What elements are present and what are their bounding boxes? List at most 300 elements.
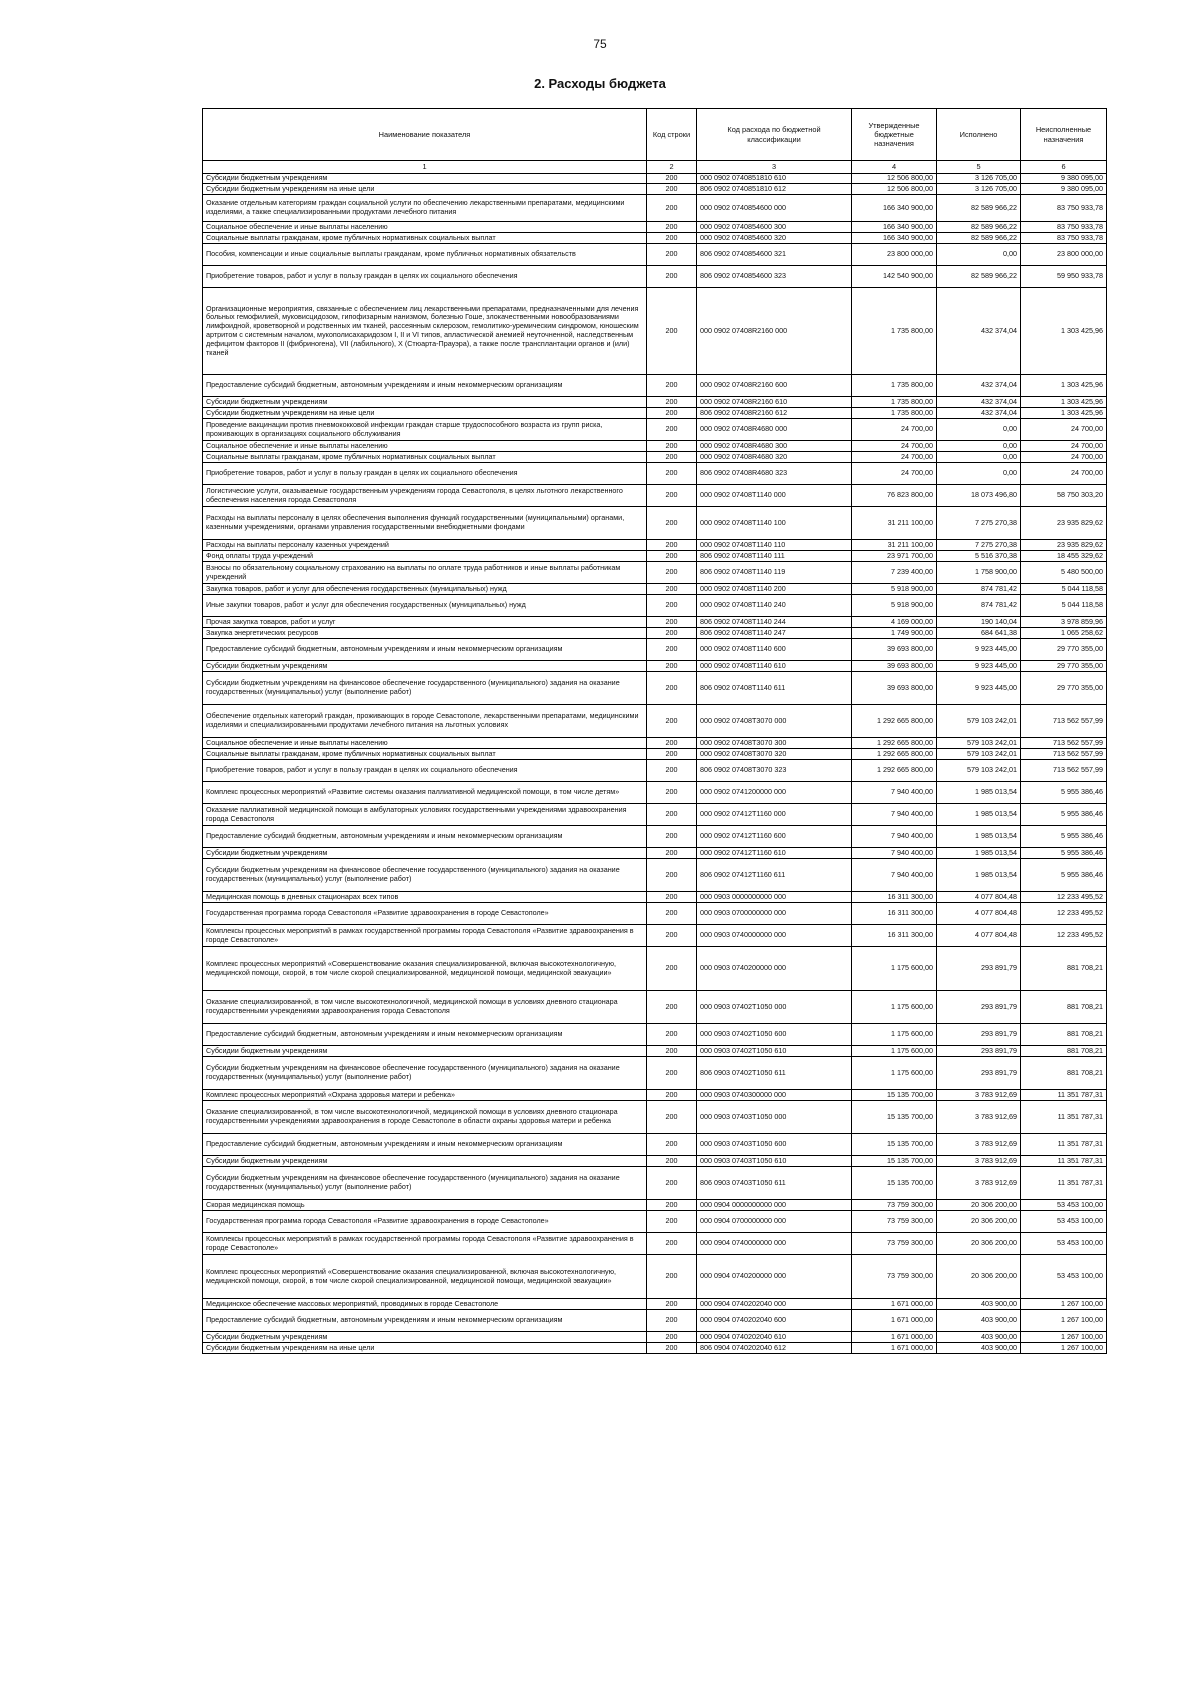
row-unexecuted-amount-cell: 58 750 303,20: [1021, 485, 1107, 507]
row-executed-amount-cell: 3 126 705,00: [937, 184, 1021, 195]
row-line-code-cell: 200: [647, 288, 697, 375]
row-unexecuted-amount-cell: 83 750 933,78: [1021, 233, 1107, 244]
row-name-cell: Предоставление субсидий бюджетным, автономным учреждениям и иным некоммерческим организациям: [203, 375, 647, 397]
row-classification-code-cell: 806 0902 0740854600 321: [697, 244, 852, 266]
row-line-code-cell: 200: [647, 749, 697, 760]
row-name-cell: Иные закупки товаров, работ и услуг для обеспечения государственных (муниципальных) нужд: [203, 595, 647, 617]
table-row: [203, 222, 1107, 233]
row-name-cell: Комплекс процессных мероприятий «Совершенствование оказания специализированной, включая высокотехнологичную, медицинской помощи, скорой, в том числе скорой специализированной, медицинской помощи, медицинской эвакуации»: [203, 1255, 647, 1299]
row-unexecuted-amount-cell: 881 708,21: [1021, 1046, 1107, 1057]
row-executed-amount-cell: 3 783 912,69: [937, 1156, 1021, 1167]
table-header-row: [203, 109, 1107, 161]
row-line-code-cell: 200: [647, 617, 697, 628]
row-name-cell: Предоставление субсидий бюджетным, автономным учреждениям и иным некоммерческим организациям: [203, 1024, 647, 1046]
row-approved-amount-cell: 166 340 900,00: [852, 195, 937, 222]
row-executed-amount-cell: 3 783 912,69: [937, 1101, 1021, 1134]
table-row: [203, 1299, 1107, 1310]
row-executed-amount-cell: 5 516 370,38: [937, 551, 1021, 562]
row-approved-amount-cell: 7 940 400,00: [852, 804, 937, 826]
row-line-code-cell: 200: [647, 584, 697, 595]
row-classification-code-cell: 000 0902 0741200000 000: [697, 782, 852, 804]
column-header-approved: Утвержденные бюджетные назначения: [852, 109, 937, 161]
row-unexecuted-amount-cell: 11 351 787,31: [1021, 1167, 1107, 1200]
row-name-cell: Фонд оплаты труда учреждений: [203, 551, 647, 562]
row-executed-amount-cell: 293 891,79: [937, 1046, 1021, 1057]
row-executed-amount-cell: 579 103 242,01: [937, 705, 1021, 738]
row-classification-code-cell: 000 0903 07403T1050 610: [697, 1156, 852, 1167]
row-unexecuted-amount-cell: 713 562 557,99: [1021, 760, 1107, 782]
table-row: [203, 551, 1107, 562]
row-unexecuted-amount-cell: 5 955 386,46: [1021, 782, 1107, 804]
column-number: 6: [1021, 161, 1107, 174]
row-name-cell: Социальные выплаты гражданам, кроме публичных нормативных социальных выплат: [203, 749, 647, 760]
row-name-cell: Комплекс процессных мероприятий «Развитие системы оказания паллиативной медицинской помощи, в том числе детям»: [203, 782, 647, 804]
row-approved-amount-cell: 4 169 000,00: [852, 617, 937, 628]
row-approved-amount-cell: 15 135 700,00: [852, 1156, 937, 1167]
table-row: [203, 1156, 1107, 1167]
row-name-cell: Социальные выплаты гражданам, кроме публичных нормативных социальных выплат: [203, 452, 647, 463]
row-name-cell: Субсидии бюджетным учреждениям на финансовое обеспечение государственного (муниципального) задания на оказание государственных (муниципальных) услуг (выполнение работ): [203, 1057, 647, 1090]
row-executed-amount-cell: 432 374,04: [937, 408, 1021, 419]
row-approved-amount-cell: 15 135 700,00: [852, 1167, 937, 1200]
table-row: [203, 540, 1107, 551]
row-name-cell: Субсидии бюджетным учреждениям на иные цели: [203, 408, 647, 419]
row-name-cell: Предоставление субсидий бюджетным, автономным учреждениям и иным некоммерческим организациям: [203, 826, 647, 848]
row-unexecuted-amount-cell: 24 700,00: [1021, 419, 1107, 441]
table-row: [203, 925, 1107, 947]
row-approved-amount-cell: 1 175 600,00: [852, 991, 937, 1024]
row-classification-code-cell: 000 0903 0740000000 000: [697, 925, 852, 947]
row-name-cell: Оказание специализированной, в том числе высокотехнологичной, медицинской помощи в условиях дневного стационара государственными учреждениями здравоохранения в городе Севастополе в области охраны здоровья матери и ребенка: [203, 1101, 647, 1134]
row-line-code-cell: 200: [647, 782, 697, 804]
column-number: 5: [937, 161, 1021, 174]
row-approved-amount-cell: 7 940 400,00: [852, 848, 937, 859]
table-row: [203, 892, 1107, 903]
row-executed-amount-cell: 579 103 242,01: [937, 738, 1021, 749]
row-name-cell: Субсидии бюджетным учреждениям: [203, 1046, 647, 1057]
row-name-cell: Приобретение товаров, работ и услуг в пользу граждан в целях их социального обеспечения: [203, 760, 647, 782]
row-executed-amount-cell: 7 275 270,38: [937, 540, 1021, 551]
row-executed-amount-cell: 4 077 804,48: [937, 925, 1021, 947]
row-approved-amount-cell: 39 693 800,00: [852, 672, 937, 705]
row-line-code-cell: 200: [647, 1299, 697, 1310]
row-unexecuted-amount-cell: 1 065 258,62: [1021, 628, 1107, 639]
row-executed-amount-cell: 293 891,79: [937, 991, 1021, 1024]
row-executed-amount-cell: 0,00: [937, 463, 1021, 485]
column-number: 3: [697, 161, 852, 174]
row-unexecuted-amount-cell: 29 770 355,00: [1021, 661, 1107, 672]
row-line-code-cell: 200: [647, 628, 697, 639]
table-row: [203, 661, 1107, 672]
row-line-code-cell: 200: [647, 195, 697, 222]
row-classification-code-cell: 000 0902 0740854600 320: [697, 233, 852, 244]
row-classification-code-cell: 000 0904 0700000000 000: [697, 1211, 852, 1233]
table-row: [203, 244, 1107, 266]
row-line-code-cell: 200: [647, 705, 697, 738]
row-classification-code-cell: 000 0902 07408T1140 200: [697, 584, 852, 595]
table-row: [203, 562, 1107, 584]
row-classification-code-cell: 806 0902 0740854600 323: [697, 266, 852, 288]
table-row: [203, 903, 1107, 925]
row-approved-amount-cell: 1 735 800,00: [852, 408, 937, 419]
row-line-code-cell: 200: [647, 266, 697, 288]
table-row: [203, 1090, 1107, 1101]
row-classification-code-cell: 806 0902 07412T1160 611: [697, 859, 852, 892]
row-unexecuted-amount-cell: 83 750 933,78: [1021, 195, 1107, 222]
row-line-code-cell: 200: [647, 925, 697, 947]
row-line-code-cell: 200: [647, 760, 697, 782]
row-line-code-cell: 200: [647, 1343, 697, 1354]
row-classification-code-cell: 000 0904 0740202040 610: [697, 1332, 852, 1343]
row-executed-amount-cell: 432 374,04: [937, 397, 1021, 408]
row-unexecuted-amount-cell: 24 700,00: [1021, 463, 1107, 485]
row-name-cell: Оказание отдельным категориям граждан социальной услуги по обеспечению лекарственными препаратами, медицинскими изделиями, а также специализированными продуктами лечебного питания: [203, 195, 647, 222]
row-name-cell: Социальное обеспечение и иные выплаты населению: [203, 738, 647, 749]
row-unexecuted-amount-cell: 83 750 933,78: [1021, 222, 1107, 233]
row-unexecuted-amount-cell: 11 351 787,31: [1021, 1134, 1107, 1156]
table-row: [203, 408, 1107, 419]
row-unexecuted-amount-cell: 53 453 100,00: [1021, 1211, 1107, 1233]
row-line-code-cell: 200: [647, 903, 697, 925]
row-unexecuted-amount-cell: 5 044 118,58: [1021, 584, 1107, 595]
row-line-code-cell: 200: [647, 441, 697, 452]
row-line-code-cell: 200: [647, 848, 697, 859]
row-approved-amount-cell: 15 135 700,00: [852, 1134, 937, 1156]
table-row: [203, 782, 1107, 804]
table-row: [203, 1046, 1107, 1057]
column-number: 2: [647, 161, 697, 174]
row-unexecuted-amount-cell: 1 303 425,96: [1021, 375, 1107, 397]
row-name-cell: Комплекс процессных мероприятий «Совершенствование оказания специализированной, включая высокотехнологичную, медицинской помощи, скорой, в том числе скорой специализированной, медицинской помощи, медицинской эвакуации»: [203, 947, 647, 991]
row-name-cell: Комплексы процессных мероприятий в рамках государственной программы города Севастополя «Развитие здравоохранения в городе Севастополе»: [203, 925, 647, 947]
row-name-cell: Пособия, компенсации и иные социальные выплаты гражданам, кроме публичных нормативных обязательств: [203, 244, 647, 266]
table-row: [203, 1134, 1107, 1156]
row-unexecuted-amount-cell: 9 380 095,00: [1021, 184, 1107, 195]
row-approved-amount-cell: 1 749 900,00: [852, 628, 937, 639]
row-name-cell: Организационные мероприятия, связанные с обеспечением лиц лекарственными препаратами, предназначенными для лечения больных гемофилией, муковисцидозом, гипофизарным нанизмом, болезнью Гоше, злокачественными новообразованиями лимфоидной, кроветворной и родственных им тканей, рассеянным склерозом, гемолитико-уремическим синдромом, юношеским артритом с системным началом, мукополисахаридозом I, II и VI типов, апластической анемией неуточненной, наследственным дефицитом факторов II (фибриногена), VII (лабильного), X (Стюарта-Прауэра), а также после трансплантации органов и (или) тканей: [203, 288, 647, 375]
row-line-code-cell: 200: [647, 408, 697, 419]
table-row: [203, 485, 1107, 507]
row-approved-amount-cell: 73 759 300,00: [852, 1200, 937, 1211]
table-row: [203, 639, 1107, 661]
row-line-code-cell: 200: [647, 947, 697, 991]
row-executed-amount-cell: 293 891,79: [937, 1024, 1021, 1046]
expenses-table: [202, 108, 1107, 1354]
row-line-code-cell: 200: [647, 463, 697, 485]
row-approved-amount-cell: 39 693 800,00: [852, 661, 937, 672]
table-row: [203, 991, 1107, 1024]
column-number: 4: [852, 161, 937, 174]
row-approved-amount-cell: 1 175 600,00: [852, 1057, 937, 1090]
row-unexecuted-amount-cell: 1 303 425,96: [1021, 408, 1107, 419]
row-line-code-cell: 200: [647, 1156, 697, 1167]
row-approved-amount-cell: 12 506 800,00: [852, 184, 937, 195]
row-unexecuted-amount-cell: 1 303 425,96: [1021, 288, 1107, 375]
row-line-code-cell: 200: [647, 174, 697, 184]
row-classification-code-cell: 000 0903 07402T1050 610: [697, 1046, 852, 1057]
row-line-code-cell: 200: [647, 551, 697, 562]
row-approved-amount-cell: 1 292 665 800,00: [852, 705, 937, 738]
row-line-code-cell: 200: [647, 826, 697, 848]
row-line-code-cell: 200: [647, 892, 697, 903]
row-classification-code-cell: 806 0902 07408T1140 244: [697, 617, 852, 628]
table-row: [203, 584, 1107, 595]
row-approved-amount-cell: 23 971 700,00: [852, 551, 937, 562]
table-row: [203, 1200, 1107, 1211]
row-classification-code-cell: 000 0904 0740202040 000: [697, 1299, 852, 1310]
row-line-code-cell: 200: [647, 1134, 697, 1156]
row-unexecuted-amount-cell: 1 267 100,00: [1021, 1310, 1107, 1332]
row-executed-amount-cell: 9 923 445,00: [937, 661, 1021, 672]
row-name-cell: Обеспечение отдельных категорий граждан, проживающих в городе Севастополе, лекарственными препаратами, медицинскими изделиями и специализированными продуктами лечебного питания на льготных условиях: [203, 705, 647, 738]
row-approved-amount-cell: 31 211 100,00: [852, 507, 937, 540]
row-line-code-cell: 200: [647, 562, 697, 584]
row-classification-code-cell: 000 0903 0740300000 000: [697, 1090, 852, 1101]
row-unexecuted-amount-cell: 5 480 500,00: [1021, 562, 1107, 584]
row-classification-code-cell: 806 0902 07408T1140 119: [697, 562, 852, 584]
table-row: [203, 749, 1107, 760]
row-executed-amount-cell: 403 900,00: [937, 1299, 1021, 1310]
row-executed-amount-cell: 874 781,42: [937, 584, 1021, 595]
column-number: 1: [203, 161, 647, 174]
row-approved-amount-cell: 24 700,00: [852, 463, 937, 485]
row-executed-amount-cell: 293 891,79: [937, 947, 1021, 991]
row-line-code-cell: 200: [647, 1024, 697, 1046]
row-unexecuted-amount-cell: 881 708,21: [1021, 991, 1107, 1024]
row-line-code-cell: 200: [647, 738, 697, 749]
row-line-code-cell: 200: [647, 1101, 697, 1134]
row-name-cell: Оказание специализированной, в том числе высокотехнологичной, медицинской помощи в условиях дневного стационара государственными учреждениями здравоохранения города Севастополя: [203, 991, 647, 1024]
row-classification-code-cell: 806 0902 07408T3070 323: [697, 760, 852, 782]
row-unexecuted-amount-cell: 29 770 355,00: [1021, 672, 1107, 705]
table-row: [203, 507, 1107, 540]
row-classification-code-cell: 806 0902 0740851810 612: [697, 184, 852, 195]
table-row: [203, 1255, 1107, 1299]
row-approved-amount-cell: 1 292 665 800,00: [852, 738, 937, 749]
row-classification-code-cell: 000 0902 07408R2160 600: [697, 375, 852, 397]
table-row: [203, 1343, 1107, 1354]
row-classification-code-cell: 806 0902 07408T1140 111: [697, 551, 852, 562]
row-classification-code-cell: 000 0902 07408R4680 300: [697, 441, 852, 452]
table-row: [203, 184, 1107, 195]
row-approved-amount-cell: 12 506 800,00: [852, 174, 937, 184]
row-classification-code-cell: 000 0904 0740200000 000: [697, 1255, 852, 1299]
row-unexecuted-amount-cell: 24 700,00: [1021, 452, 1107, 463]
page-title: 2. Расходы бюджета: [534, 76, 666, 91]
row-unexecuted-amount-cell: 23 800 000,00: [1021, 244, 1107, 266]
row-line-code-cell: 200: [647, 233, 697, 244]
row-executed-amount-cell: 403 900,00: [937, 1332, 1021, 1343]
row-unexecuted-amount-cell: 881 708,21: [1021, 947, 1107, 991]
row-name-cell: Медицинская помощь в дневных стационарах всех типов: [203, 892, 647, 903]
row-classification-code-cell: 000 0904 0740000000 000: [697, 1233, 852, 1255]
row-approved-amount-cell: 1 175 600,00: [852, 1046, 937, 1057]
row-name-cell: Закупка товаров, работ и услуг для обеспечения государственных (муниципальных) нужд: [203, 584, 647, 595]
row-approved-amount-cell: 15 135 700,00: [852, 1090, 937, 1101]
row-approved-amount-cell: 5 918 900,00: [852, 595, 937, 617]
row-executed-amount-cell: 432 374,04: [937, 288, 1021, 375]
row-approved-amount-cell: 39 693 800,00: [852, 639, 937, 661]
column-number-row: [203, 161, 1107, 174]
row-classification-code-cell: 000 0903 07402T1050 000: [697, 991, 852, 1024]
table-row: [203, 1167, 1107, 1200]
row-executed-amount-cell: 190 140,04: [937, 617, 1021, 628]
row-name-cell: Субсидии бюджетным учреждениям: [203, 661, 647, 672]
row-unexecuted-amount-cell: 881 708,21: [1021, 1024, 1107, 1046]
row-unexecuted-amount-cell: 12 233 495,52: [1021, 903, 1107, 925]
row-line-code-cell: 200: [647, 1211, 697, 1233]
row-executed-amount-cell: 9 923 445,00: [937, 672, 1021, 705]
table-row: [203, 1024, 1107, 1046]
row-classification-code-cell: 000 0902 07408T1140 240: [697, 595, 852, 617]
row-unexecuted-amount-cell: 5 955 386,46: [1021, 804, 1107, 826]
row-unexecuted-amount-cell: 1 267 100,00: [1021, 1332, 1107, 1343]
row-approved-amount-cell: 7 239 400,00: [852, 562, 937, 584]
row-classification-code-cell: 000 0903 07403T1050 000: [697, 1101, 852, 1134]
row-unexecuted-amount-cell: 11 351 787,31: [1021, 1156, 1107, 1167]
table-row: [203, 419, 1107, 441]
table-row: [203, 947, 1107, 991]
row-unexecuted-amount-cell: 11 351 787,31: [1021, 1090, 1107, 1101]
row-line-code-cell: 200: [647, 1046, 697, 1057]
row-executed-amount-cell: 293 891,79: [937, 1057, 1021, 1090]
row-classification-code-cell: 000 0902 07408T1140 600: [697, 639, 852, 661]
row-executed-amount-cell: 3 783 912,69: [937, 1167, 1021, 1200]
row-executed-amount-cell: 1 985 013,54: [937, 782, 1021, 804]
row-classification-code-cell: 000 0902 07408R4680 000: [697, 419, 852, 441]
table-row: [203, 233, 1107, 244]
row-executed-amount-cell: 0,00: [937, 419, 1021, 441]
row-classification-code-cell: 000 0902 07408R4680 320: [697, 452, 852, 463]
row-unexecuted-amount-cell: 24 700,00: [1021, 441, 1107, 452]
row-executed-amount-cell: 3 126 705,00: [937, 174, 1021, 184]
row-unexecuted-amount-cell: 9 380 095,00: [1021, 174, 1107, 184]
row-line-code-cell: 200: [647, 661, 697, 672]
row-approved-amount-cell: 142 540 900,00: [852, 266, 937, 288]
row-approved-amount-cell: 73 759 300,00: [852, 1233, 937, 1255]
row-line-code-cell: 200: [647, 540, 697, 551]
table-row: [203, 1310, 1107, 1332]
row-name-cell: Комплексы процессных мероприятий в рамках государственной программы города Севастополя «Развитие здравоохранения в городе Севастополе»: [203, 1233, 647, 1255]
row-approved-amount-cell: 1 735 800,00: [852, 397, 937, 408]
row-unexecuted-amount-cell: 11 351 787,31: [1021, 1101, 1107, 1134]
row-classification-code-cell: 000 0903 0740200000 000: [697, 947, 852, 991]
table-row: [203, 174, 1107, 184]
row-approved-amount-cell: 1 735 800,00: [852, 375, 937, 397]
table-row: [203, 672, 1107, 705]
row-unexecuted-amount-cell: 23 935 829,62: [1021, 540, 1107, 551]
row-line-code-cell: 200: [647, 184, 697, 195]
row-line-code-cell: 200: [647, 419, 697, 441]
row-name-cell: Субсидии бюджетным учреждениям на иные цели: [203, 1343, 647, 1354]
table-row: [203, 1332, 1107, 1343]
row-executed-amount-cell: 3 783 912,69: [937, 1090, 1021, 1101]
table-body: [203, 174, 1107, 1354]
row-unexecuted-amount-cell: 29 770 355,00: [1021, 639, 1107, 661]
row-name-cell: Скорая медицинская помощь: [203, 1200, 647, 1211]
row-classification-code-cell: 000 0902 0740851810 610: [697, 174, 852, 184]
row-name-cell: Социальное обеспечение и иные выплаты населению: [203, 441, 647, 452]
row-name-cell: Прочая закупка товаров, работ и услуг: [203, 617, 647, 628]
row-approved-amount-cell: 1 671 000,00: [852, 1332, 937, 1343]
page-number: 75: [593, 37, 607, 51]
row-classification-code-cell: 000 0902 07412T1160 600: [697, 826, 852, 848]
row-line-code-cell: 200: [647, 991, 697, 1024]
row-line-code-cell: 200: [647, 244, 697, 266]
row-executed-amount-cell: 579 103 242,01: [937, 749, 1021, 760]
row-line-code-cell: 200: [647, 452, 697, 463]
row-classification-code-cell: 806 0902 07408T1140 611: [697, 672, 852, 705]
row-approved-amount-cell: 31 211 100,00: [852, 540, 937, 551]
row-name-cell: Государственная программа города Севастополя «Развитие здравоохранения в городе Севастополе»: [203, 1211, 647, 1233]
row-name-cell: Приобретение товаров, работ и услуг в пользу граждан в целях их социального обеспечения: [203, 463, 647, 485]
row-name-cell: Проведение вакцинации против пневмококковой инфекции граждан старше трудоспособного возраста из групп риска, проживающих в организациях социального обслуживания: [203, 419, 647, 441]
row-unexecuted-amount-cell: 3 978 859,96: [1021, 617, 1107, 628]
row-line-code-cell: 200: [647, 639, 697, 661]
table-row: [203, 848, 1107, 859]
row-name-cell: Медицинское обеспечение массовых мероприятий, проводимых в городе Севастополе: [203, 1299, 647, 1310]
row-name-cell: Закупка энергетических ресурсов: [203, 628, 647, 639]
row-line-code-cell: 200: [647, 1167, 697, 1200]
table-row: [203, 441, 1107, 452]
row-approved-amount-cell: 16 311 300,00: [852, 925, 937, 947]
row-executed-amount-cell: 579 103 242,01: [937, 760, 1021, 782]
row-approved-amount-cell: 23 800 000,00: [852, 244, 937, 266]
row-line-code-cell: 200: [647, 222, 697, 233]
row-classification-code-cell: 000 0902 07408T1140 100: [697, 507, 852, 540]
row-unexecuted-amount-cell: 881 708,21: [1021, 1057, 1107, 1090]
table-row: [203, 804, 1107, 826]
row-classification-code-cell: 000 0903 07402T1050 600: [697, 1024, 852, 1046]
row-classification-code-cell: 000 0904 0000000000 000: [697, 1200, 852, 1211]
row-executed-amount-cell: 684 641,38: [937, 628, 1021, 639]
row-name-cell: Субсидии бюджетным учреждениям: [203, 174, 647, 184]
row-line-code-cell: 200: [647, 859, 697, 892]
row-executed-amount-cell: 82 589 966,22: [937, 195, 1021, 222]
row-name-cell: Предоставление субсидий бюджетным, автономным учреждениям и иным некоммерческим организациям: [203, 639, 647, 661]
row-executed-amount-cell: 20 306 200,00: [937, 1200, 1021, 1211]
row-approved-amount-cell: 15 135 700,00: [852, 1101, 937, 1134]
row-executed-amount-cell: 1 758 900,00: [937, 562, 1021, 584]
table-row: [203, 266, 1107, 288]
row-approved-amount-cell: 16 311 300,00: [852, 892, 937, 903]
row-unexecuted-amount-cell: 1 267 100,00: [1021, 1343, 1107, 1354]
row-line-code-cell: 200: [647, 1200, 697, 1211]
row-name-cell: Взносы по обязательному социальному страхованию на выплаты по оплате труда работников и иные выплаты работникам учреждений: [203, 562, 647, 584]
row-line-code-cell: 200: [647, 672, 697, 705]
row-line-code-cell: 200: [647, 1310, 697, 1332]
row-unexecuted-amount-cell: 5 955 386,46: [1021, 848, 1107, 859]
table-row: [203, 738, 1107, 749]
row-classification-code-cell: 806 0903 07403T1050 611: [697, 1167, 852, 1200]
table-row: [203, 1057, 1107, 1090]
row-unexecuted-amount-cell: 713 562 557,99: [1021, 705, 1107, 738]
row-name-cell: Предоставление субсидий бюджетным, автономным учреждениям и иным некоммерческим организациям: [203, 1134, 647, 1156]
row-name-cell: Субсидии бюджетным учреждениям: [203, 848, 647, 859]
row-line-code-cell: 200: [647, 1255, 697, 1299]
row-executed-amount-cell: 4 077 804,48: [937, 892, 1021, 903]
row-name-cell: Субсидии бюджетным учреждениям на финансовое обеспечение государственного (муниципального) задания на оказание государственных (муниципальных) услуг (выполнение работ): [203, 672, 647, 705]
row-approved-amount-cell: 24 700,00: [852, 452, 937, 463]
row-executed-amount-cell: 82 589 966,22: [937, 266, 1021, 288]
row-executed-amount-cell: 403 900,00: [937, 1343, 1021, 1354]
row-unexecuted-amount-cell: 53 453 100,00: [1021, 1255, 1107, 1299]
row-approved-amount-cell: 73 759 300,00: [852, 1211, 937, 1233]
row-classification-code-cell: 000 0902 07408T3070 000: [697, 705, 852, 738]
table-row: [203, 595, 1107, 617]
row-executed-amount-cell: 0,00: [937, 244, 1021, 266]
table-row: [203, 760, 1107, 782]
